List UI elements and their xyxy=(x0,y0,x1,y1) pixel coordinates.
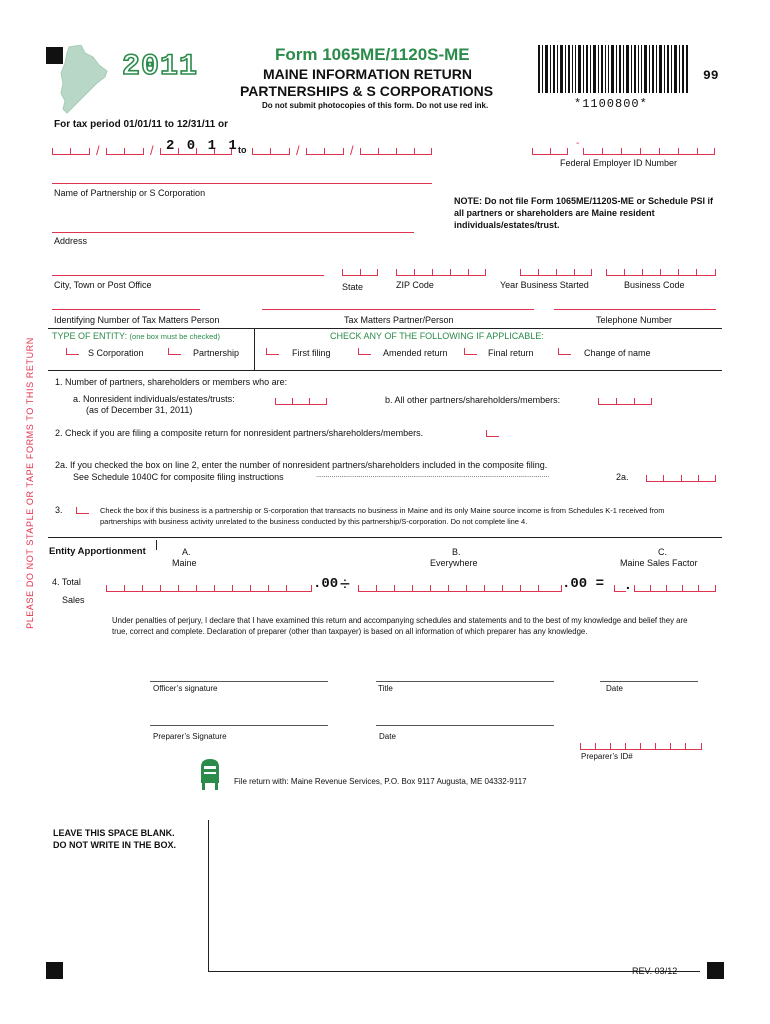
col-b: B. xyxy=(452,547,461,557)
preparer-signature-line[interactable] xyxy=(150,725,328,726)
s-corp-checkbox[interactable] xyxy=(66,348,79,355)
city-label: City, Town or Post Office xyxy=(54,280,152,290)
officer-signature-label: Officer’s signature xyxy=(153,684,218,693)
first-filing-checkbox[interactable] xyxy=(266,348,279,355)
check-any-label: CHECK ANY OF THE FOLLOWING IF APPLICABLE: xyxy=(330,331,544,341)
factor-fraction-field[interactable] xyxy=(634,584,716,592)
final-checkbox[interactable] xyxy=(464,348,477,355)
first-filing-label: First filing xyxy=(292,348,331,358)
col-b-name: Everywhere xyxy=(430,558,478,568)
col-c: C. xyxy=(658,547,667,557)
period-year-prefill: 2 0 1 1 xyxy=(166,138,239,154)
col-a-name: Maine xyxy=(172,558,197,568)
side-notice: PLEASE DO NOT STAPLE OR TAPE FORMS TO THIS RETURN xyxy=(25,337,35,629)
tmp-id-field[interactable] xyxy=(52,302,200,310)
change-name-checkbox[interactable] xyxy=(558,348,571,355)
final-label: Final return xyxy=(488,348,534,358)
city-field[interactable] xyxy=(52,268,324,276)
title-line-2: PARTNERSHIPS & S CORPORATIONS xyxy=(240,83,494,99)
factor-integer-field[interactable] xyxy=(614,584,626,592)
line-3-text: Check the box if this business is a partnership or S-corporation that transacts no business in Maine and its only Maine source income is from Schedules K-1 received from partnerships with business activity unrelated to the business conducted by this partnership/S-corporation. Do not complete line 4. xyxy=(100,506,665,526)
divider xyxy=(254,328,255,370)
state-label: State xyxy=(342,282,364,292)
period-end-year[interactable] xyxy=(360,147,432,155)
name-label: Name of Partnership or S Corporation xyxy=(54,188,206,198)
line-2a: 2a. If you checked the box on line 2, enter the number of nonresident partners/shareholders included in the composite filing. xyxy=(55,460,548,470)
officer-signature-line[interactable] xyxy=(150,681,328,682)
title-label: Title xyxy=(378,684,393,693)
form-title: Form 1065ME/1120S-ME xyxy=(275,45,470,64)
blank-box-border xyxy=(208,820,209,972)
col-c-name: Maine Sales Factor xyxy=(620,558,698,568)
fein-field[interactable] xyxy=(583,147,715,155)
entity-type-note: (one box must be checked) xyxy=(129,332,220,341)
date-label-2: Date xyxy=(379,732,396,741)
line-1b: b. All other partners/shareholders/members: xyxy=(385,395,561,405)
divider xyxy=(156,540,157,550)
col-a: A. xyxy=(182,547,191,557)
tax-year: 2011 xyxy=(122,50,199,84)
fein-label: Federal Employer ID Number xyxy=(560,158,678,168)
preparer-id-field[interactable] xyxy=(580,742,702,750)
amended-checkbox[interactable] xyxy=(358,348,371,355)
mailbox-icon xyxy=(198,757,222,791)
line-1a-field[interactable] xyxy=(275,397,327,405)
line-2-checkbox[interactable] xyxy=(486,430,499,437)
line-1b-field[interactable] xyxy=(598,397,652,405)
preparer-id-label: Preparer’s ID# xyxy=(581,752,633,761)
line-2a-dots: ........................................................................................................................ xyxy=(316,472,550,479)
line-2a-number: 2a. xyxy=(616,472,629,482)
title-line[interactable] xyxy=(376,681,554,682)
dash-icon: - xyxy=(576,138,580,149)
declaration-text: Under penalties of perjury, I declare that I have examined this return and accompanying schedules and statements and to the best of my knowledge and belief they are true, correct and complete. Declaration of preparer (other than taxpayer) is based on all information of which preparer has any knowledge. xyxy=(112,616,688,636)
state-field[interactable] xyxy=(342,268,378,276)
slash-icon: / xyxy=(350,143,354,158)
date-line-1[interactable] xyxy=(600,681,698,682)
name-field[interactable] xyxy=(52,176,432,184)
note-text: NOTE: Do not file Form 1065ME/1120S-ME or Schedule PSI if all partners or shareholders are Maine resident individuals/estates/trust. xyxy=(454,196,714,230)
amended-label: Amended return xyxy=(383,348,448,358)
factor-decimal-point: . xyxy=(626,576,630,592)
period-start-month[interactable] xyxy=(52,147,90,155)
phone-field[interactable] xyxy=(554,302,716,310)
title-line-1: MAINE INFORMATION RETURN xyxy=(263,66,472,82)
address-field[interactable] xyxy=(52,225,414,233)
year-started-field[interactable] xyxy=(520,268,592,276)
entity-type-label xyxy=(52,331,220,341)
divide-icon: ÷ xyxy=(340,574,350,594)
maine-map-icon xyxy=(55,45,110,115)
registration-mark-bottom-left xyxy=(46,962,63,979)
line-4-sales: Sales xyxy=(62,595,85,605)
tmp-id-label: Identifying Number of Tax Matters Person xyxy=(54,315,220,325)
slash-icon: / xyxy=(150,143,154,158)
apportionment-label: Entity Apportionment xyxy=(49,546,146,557)
blank-box-line-2: DO NOT WRITE IN THE BOX. xyxy=(53,840,176,850)
year-started-label: Year Business Started xyxy=(500,280,589,290)
revision-label: REV. 03/12 xyxy=(632,966,678,976)
period-end-day[interactable] xyxy=(306,147,344,155)
line-2a-field[interactable] xyxy=(646,474,716,482)
phone-label: Telephone Number xyxy=(596,315,673,325)
line-3-number: 3. xyxy=(55,505,63,515)
everywhere-sales-field[interactable] xyxy=(358,584,562,592)
line-1: 1. Number of partners, shareholders or members who are: xyxy=(55,377,288,387)
business-code-label: Business Code xyxy=(624,280,685,290)
divider xyxy=(48,537,722,538)
to-label: to xyxy=(238,145,247,155)
everywhere-sales-decimal: .00 = xyxy=(562,576,605,592)
blank-box-border xyxy=(208,971,700,972)
divider xyxy=(48,370,722,371)
tmp-label: Tax Matters Partner/Person xyxy=(344,315,454,325)
maine-sales-field[interactable] xyxy=(106,584,312,592)
file-return-text: File return with: Maine Revenue Services, P.O. Box 9117 Augusta, ME 04332-9117 xyxy=(234,777,527,786)
line-2: 2. Check if you are filing a composite return for nonresident partners/shareholders/members. xyxy=(55,428,424,438)
preparer-signature-label: Preparer’s Signature xyxy=(153,732,227,741)
form-code: 99 xyxy=(703,68,719,83)
s-corp-label: S Corporation xyxy=(88,348,144,358)
slash-icon: / xyxy=(96,143,100,158)
change-name-label: Change of name xyxy=(584,348,651,358)
line-1a-sub: (as of December 31, 2011) xyxy=(86,405,193,415)
registration-mark-bottom-right xyxy=(707,962,724,979)
tax-period-label: For tax period 01/01/11 to 12/31/11 or xyxy=(54,119,228,130)
divider xyxy=(48,328,722,329)
zip-field[interactable] xyxy=(396,268,486,276)
date-label-1: Date xyxy=(606,684,623,693)
line-2a-sub: See Schedule 1040C for composite filing instructions xyxy=(73,472,284,482)
business-code-field[interactable] xyxy=(606,268,716,276)
partnership-label: Partnership xyxy=(193,348,240,358)
slash-icon: / xyxy=(296,143,300,158)
period-start-day[interactable] xyxy=(106,147,144,155)
tmp-name-field[interactable] xyxy=(262,302,534,310)
line-4-total: 4. Total xyxy=(52,577,81,587)
line-1a: a. Nonresident individuals/estates/trusts: xyxy=(73,394,235,404)
notice-text: Do not submit photocopies of this form. Do not use red ink. xyxy=(262,101,489,110)
zip-label: ZIP Code xyxy=(396,280,434,290)
period-end-month[interactable] xyxy=(252,147,290,155)
entity-type-heading: TYPE OF ENTITY: xyxy=(52,331,128,341)
barcode xyxy=(538,45,688,93)
date-line-2[interactable] xyxy=(376,725,554,726)
maine-sales-decimal: .00 xyxy=(313,576,339,592)
blank-box-line-1: LEAVE THIS SPACE BLANK. xyxy=(53,828,175,838)
fein-prefix-field[interactable] xyxy=(532,147,568,155)
line-3-checkbox[interactable] xyxy=(76,507,89,514)
address-label: Address xyxy=(54,236,88,246)
partnership-checkbox[interactable] xyxy=(168,348,181,355)
barcode-text: *1100800* xyxy=(574,97,648,111)
